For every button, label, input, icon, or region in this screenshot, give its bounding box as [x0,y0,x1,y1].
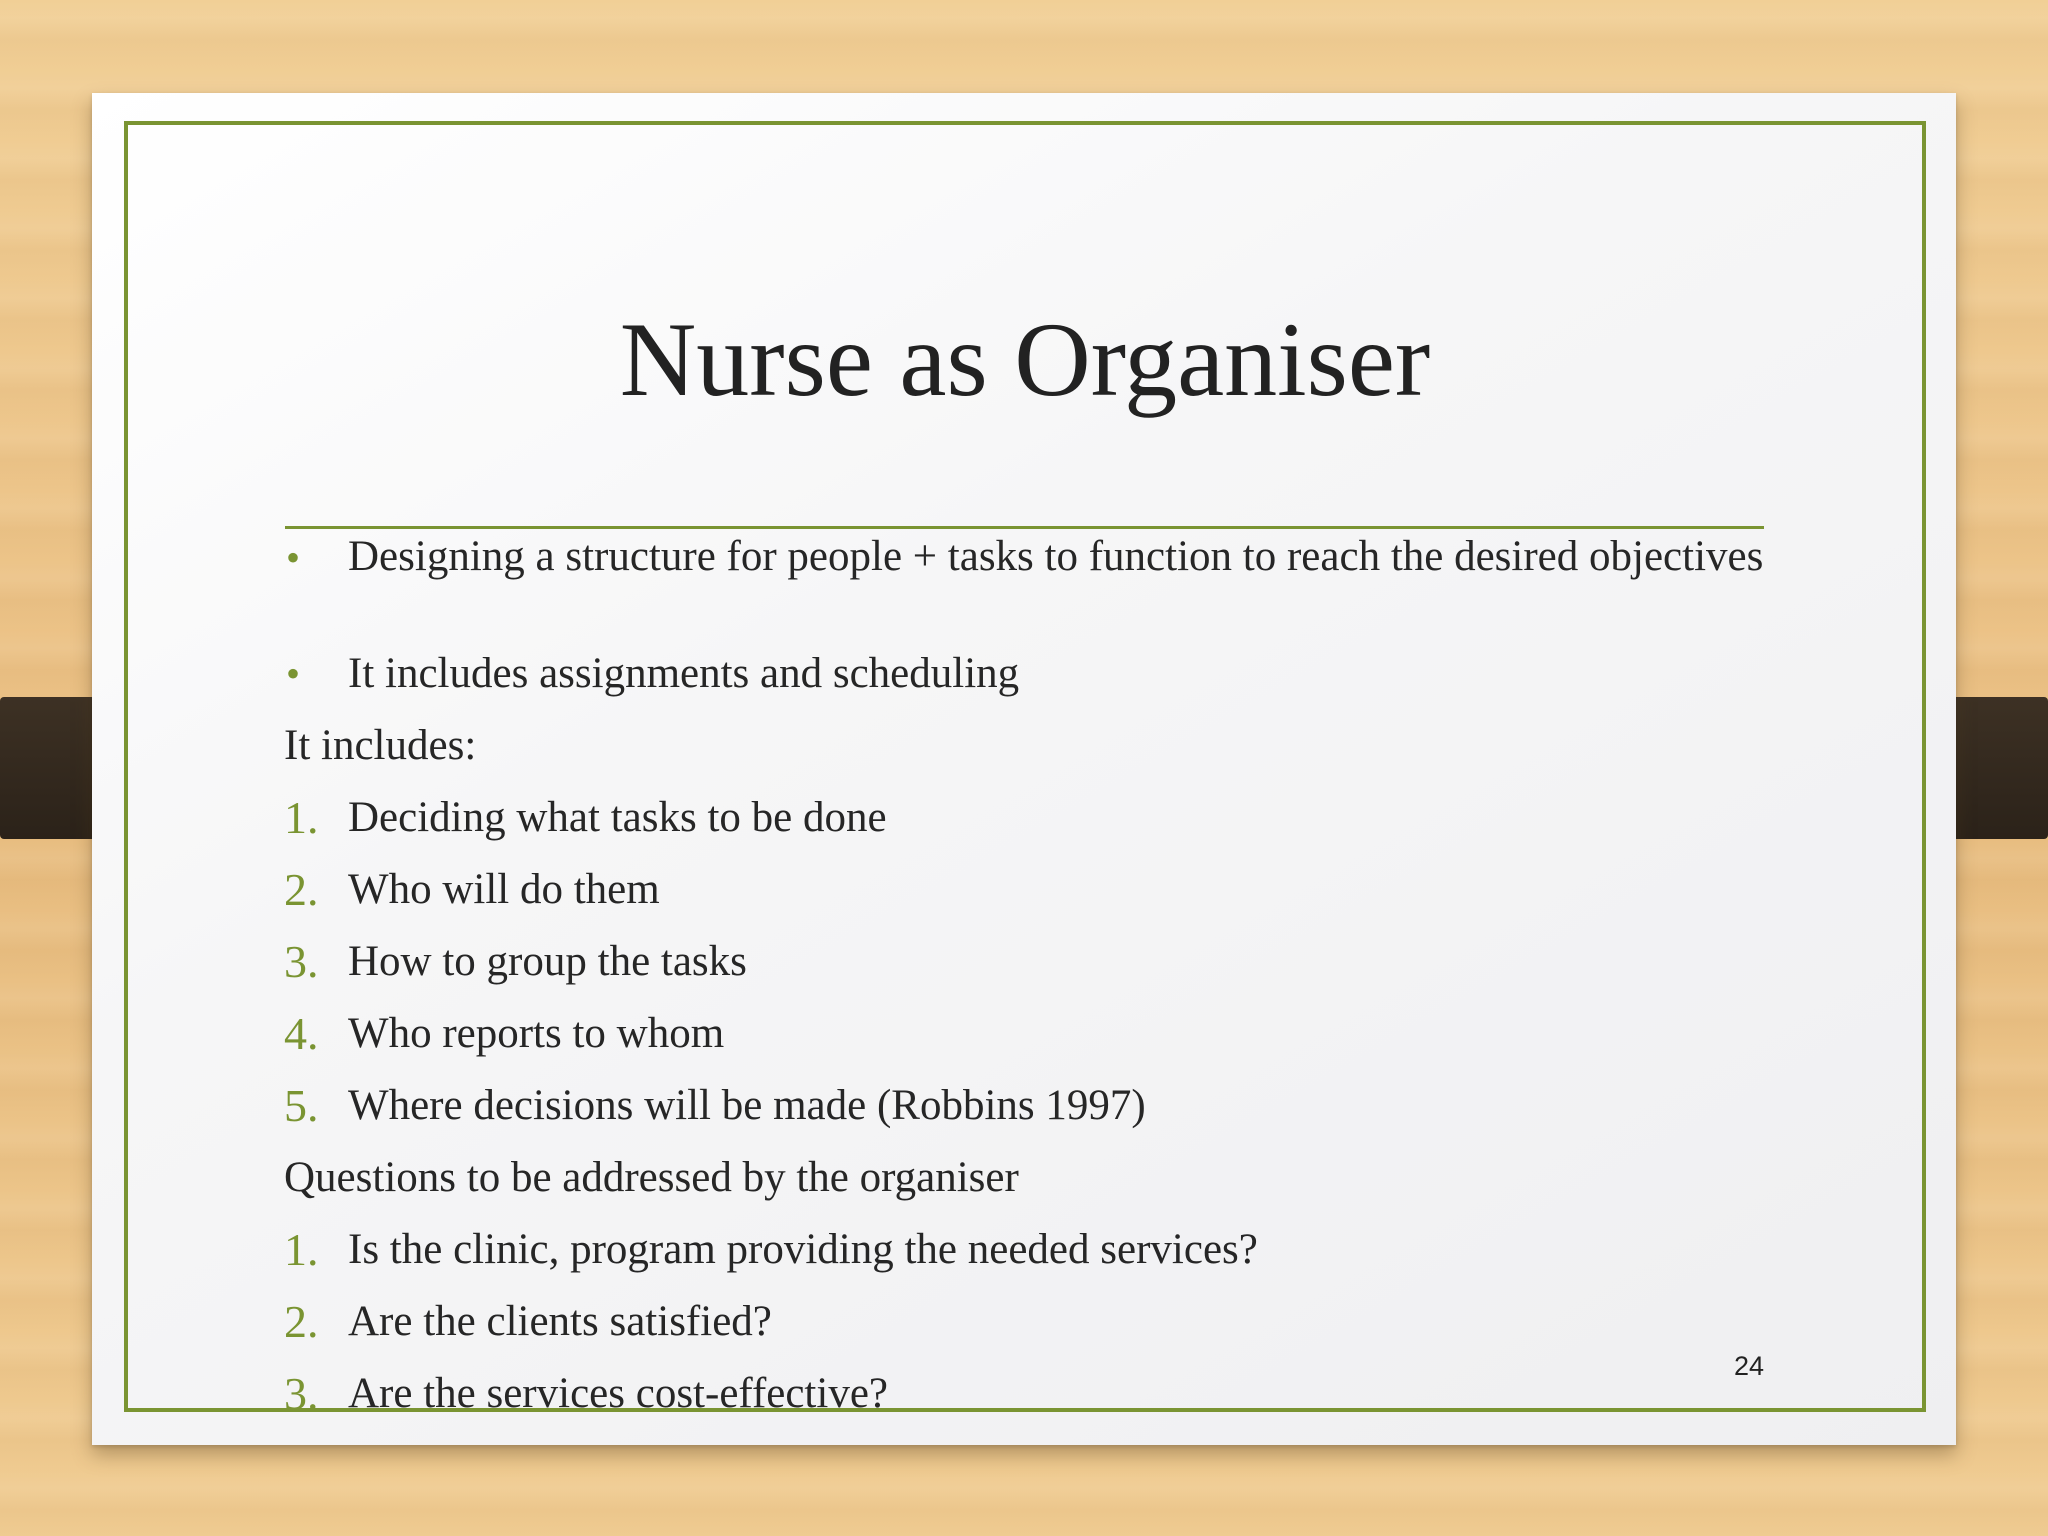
bullet-dot-icon: • [286,651,301,696]
list-number: 1. [284,1224,319,1275]
title-divider [285,526,1764,529]
list-number: 5. [284,1080,319,1131]
bullet-text: Designing a structure for people + tasks to function to reach the desired objectives [348,533,1764,580]
list-number: 2. [284,1296,319,1347]
list-number: 2. [284,864,319,915]
list-text: Are the clients satisfied? [348,1298,772,1345]
list-text: Where decisions will be made (Robbins 1997) [348,1082,1146,1129]
list-text: How to group the tasks [348,938,747,985]
list-text: Who reports to whom [348,1010,725,1057]
list-text: Who will do them [348,866,660,913]
bullet-text: It includes assignments and scheduling [348,650,1020,697]
includes-heading: It includes: [284,722,477,769]
list-text: Deciding what tasks to be done [348,794,887,841]
list-number: 4. [284,1008,319,1059]
bullet-dot-icon: • [286,535,301,580]
list-text: Is the clinic, program providing the needed services? [348,1226,1258,1273]
list-number: 3. [284,1368,319,1419]
questions-heading: Questions to be addressed by the organiser [284,1154,1019,1201]
list-text: Are the services cost-effective? [348,1370,888,1417]
list-number: 1. [284,792,319,843]
page-number: 24 [1734,1351,1765,1381]
list-number: 3. [284,936,319,987]
slide-title: Nurse as Organiser [619,301,1431,418]
